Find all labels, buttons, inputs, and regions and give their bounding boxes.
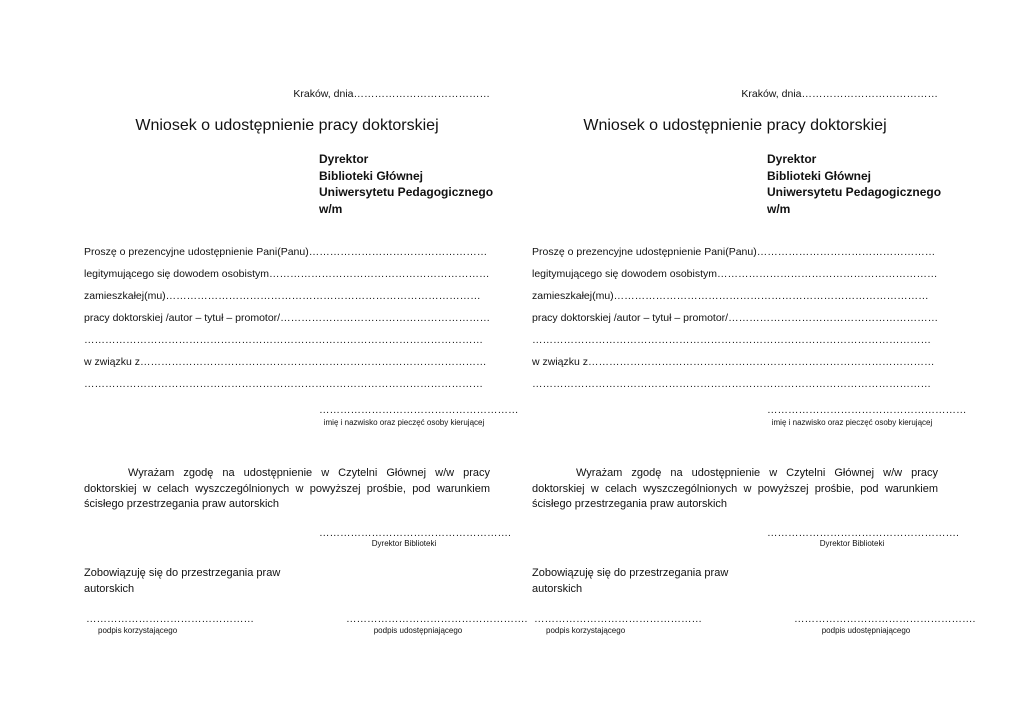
- addressee-block: [767, 151, 941, 217]
- date-line: Kraków, dnia…………………………………: [741, 88, 938, 100]
- request-line-blank: ……………………………………………………………………………………………………: [84, 334, 483, 346]
- lender-signature-caption: podpis udostępniającego: [373, 626, 463, 635]
- user-signature-caption: podpis korzystającego: [98, 626, 178, 635]
- consent-paragraph: Wyrażam zgodę na udostępnienie w Czytelni Głównej w/w pracy doktorskiej w celach wyszczególnionych w powyższej prośbie, pod warunkiem ścisłego przestrzegania praw autorskich: [84, 467, 490, 510]
- request-line-borrower: Proszę o prezencyjne udostępnienie Pani(Panu)……………………………………………: [84, 246, 488, 258]
- lender-signature-line: …………………………………………….: [346, 613, 528, 625]
- addressee-line: Dyrektor: [767, 152, 817, 166]
- request-line-reason: w związku z………………………………………………………………………………………: [84, 356, 487, 368]
- request-line-id: legitymującego się dowodem osobistym………………………………………………………: [532, 268, 938, 280]
- request-form-left: [84, 0, 528, 725]
- signature-line: …………………………………………………: [319, 404, 519, 416]
- request-line-reason: w związku z………………………………………………………………………………………: [532, 356, 935, 368]
- addressee-line: Uniwersytetu Pedagogicznego: [319, 185, 494, 199]
- addressee-line: Dyrektor: [319, 152, 369, 166]
- consent-paragraph: Wyrażam zgodę na udostępnienie w Czytelni Głównej w/w pracy doktorskiej w celach wyszczególnionych w powyższej prośbie, pod warunkiem ścisłego przestrzegania praw autorskich: [532, 467, 938, 510]
- director-signature-caption: Dyrektor Biblioteki: [371, 539, 437, 548]
- request-line-address: zamieszkałej(mu)………………………………………………………………………………: [532, 290, 929, 302]
- addressee-line: Biblioteki Głównej: [767, 168, 872, 183]
- addressee-line: Uniwersytetu Pedagogicznego: [767, 185, 942, 199]
- lender-signature-line: …………………………………………….: [794, 613, 976, 625]
- obligation-text: Zobowiązuję się do przestrzegania praw autorskich: [84, 567, 281, 595]
- user-signature-caption: podpis korzystającego: [546, 626, 626, 635]
- date-line: Kraków, dnia…………………………………: [293, 88, 490, 100]
- request-line-blank: ……………………………………………………………………………………………………: [532, 334, 931, 346]
- request-line-thesis: pracy doktorskiej /autor – tytuł – promotor/……………………………………………………: [84, 312, 491, 324]
- form-title: Wniosek o udostępnienie pracy doktorskiej: [583, 117, 887, 134]
- request-line-blank: ……………………………………………………………………………………………………: [84, 378, 483, 390]
- director-signature-line: ……………………………………………….: [319, 527, 511, 539]
- addressee-block: [319, 151, 493, 217]
- request-line-blank: ……………………………………………………………………………………………………: [532, 378, 931, 390]
- lender-signature-caption: podpis udostępniającego: [821, 626, 911, 635]
- director-signature-line: ……………………………………………….: [767, 527, 959, 539]
- request-form-right: [532, 0, 976, 725]
- signature-caption: imię i nazwisko oraz pieczęć osoby kierującej: [323, 418, 485, 427]
- director-signature-caption: Dyrektor Biblioteki: [819, 539, 885, 548]
- request-line-address: zamieszkałej(mu)………………………………………………………………………………: [84, 290, 481, 302]
- user-signature-line: …………………………………………: [86, 613, 254, 625]
- request-line-borrower: Proszę o prezencyjne udostępnienie Pani(Panu)……………………………………………: [532, 246, 936, 258]
- addressee-line: w/m: [319, 201, 343, 216]
- request-line-id: legitymującego się dowodem osobistym………………………………………………………: [84, 268, 490, 280]
- signature-caption: imię i nazwisko oraz pieczęć osoby kierującej: [771, 418, 933, 427]
- form-title: Wniosek o udostępnienie pracy doktorskiej: [135, 117, 439, 134]
- user-signature-line: …………………………………………: [534, 613, 702, 625]
- signature-line: …………………………………………………: [767, 404, 967, 416]
- request-line-thesis: pracy doktorskiej /autor – tytuł – promotor/……………………………………………………: [532, 312, 939, 324]
- addressee-line: Biblioteki Głównej: [319, 168, 424, 183]
- obligation-text: Zobowiązuję się do przestrzegania praw autorskich: [532, 567, 729, 595]
- addressee-line: w/m: [767, 201, 791, 216]
